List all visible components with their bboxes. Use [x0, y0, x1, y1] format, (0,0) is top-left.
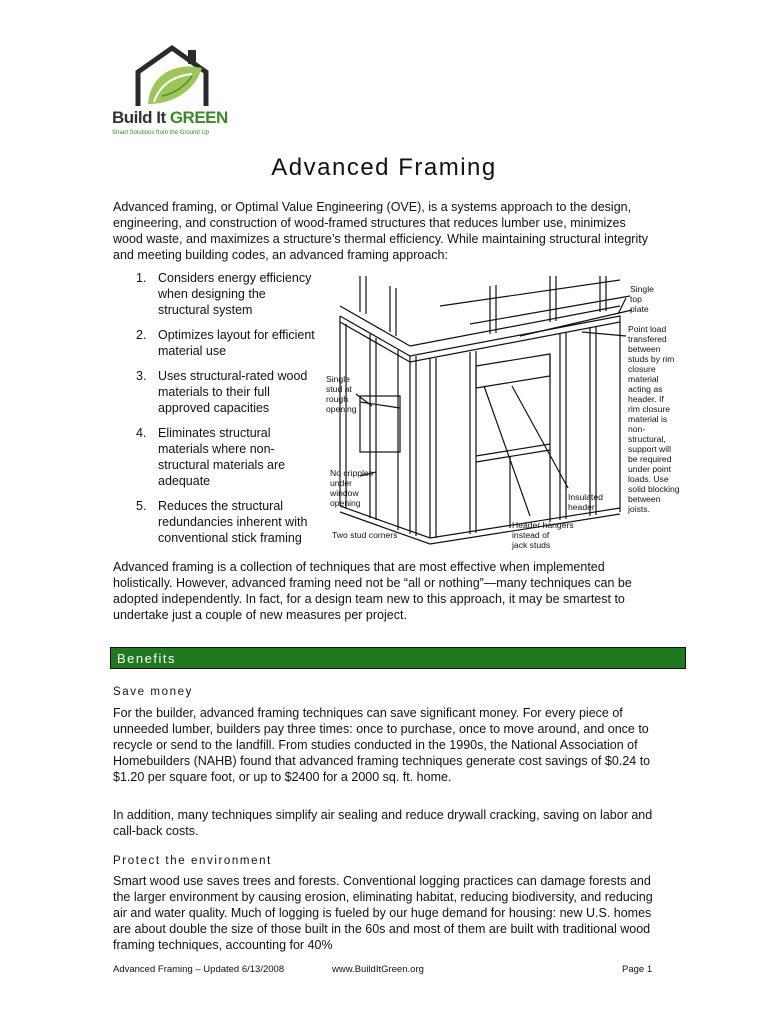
- benefits-banner: [110, 647, 686, 669]
- page-title: Advanced Framing: [271, 154, 497, 181]
- approach-list-item: [120, 498, 320, 546]
- list-text: Considers energy efficiency when designing the structural system: [158, 271, 312, 317]
- intro-paragraph: Advanced framing, or Optimal Value Engineering (OVE), is a systems approach to the design, engineering, and construction of wood-framed structures that reduces lumber use, minimizes wood waste, and maximizes a structure’s thermal efficiency. While maintaining structural integrity and meeting building codes, an advanced framing approach:: [113, 200, 648, 262]
- approach-list-item: [120, 270, 320, 318]
- list-text: Optimizes layout for efficient material use: [158, 328, 315, 358]
- framing-diagram: [320, 276, 690, 556]
- footer-left: Advanced Framing – Updated 6/13/2008: [113, 964, 285, 975]
- save-money-paragraph: For the builder, advanced framing techniques can save significant money. For every piece of unneeded lumber, builders pay three times: once to purchase, once to move around, and once to recycle or send to the landfill. From studies conducted in the 1990s, the National Association of Homebuilders (NAHB) found that advanced framing techniques generate cost savings of $0.24 to $1.20 per square foot, or up to $2400 for a 2000 sq. ft. home.: [113, 706, 651, 784]
- approach-list: [120, 270, 320, 555]
- label-insulated-header: Insulated header: [568, 492, 603, 512]
- brand-tagline: Smart Solutions from the Ground Up: [112, 130, 210, 136]
- label-no-cripples: No cripples under window opening: [330, 468, 373, 508]
- save-money-heading: Save money: [113, 686, 193, 698]
- approach-list-item: [120, 425, 320, 489]
- list-text: Eliminates structural materials where non-structural materials are adequate: [158, 426, 286, 488]
- approach-list-item: [120, 368, 320, 416]
- label-single-stud: Single stud at rough opening: [326, 374, 357, 414]
- collection-paragraph: Advanced framing is a collection of techniques that are most effective when implemented holistically. However, advanced framing need not be “all or nothing”—many techniques can be adopted independently. In fact, for a design team new to this approach, it may be smartest to undertake just a couple of new measures per project.: [113, 560, 632, 622]
- list-number: 3.: [136, 369, 147, 383]
- list-number: 1.: [136, 271, 147, 285]
- label-two-stud-corners: Two stud corners: [332, 530, 398, 540]
- benefits-heading: Benefits: [117, 651, 176, 666]
- label-point-load: Point load transfered between studs by rim closure material acting as header. If rim closure material is non- structural, support will be required under point loads. Use solid blocking between joists.: [628, 324, 680, 514]
- list-number: 4.: [136, 426, 147, 440]
- list-text: Reduces the structural redundancies inherent with conventional stick framing: [158, 499, 308, 545]
- house-leaf-icon: [132, 44, 220, 108]
- protect-environment-paragraph: Smart wood use saves trees and forests. Conventional logging practices can damage forests and the larger environment by causing erosion, eliminating habitat, reducing biodiversity, and reducing air and water quality. Much of logging is fueled by our huge demand for housing: new U.S. homes are about double the size of those built in the 60s and most of them are built with traditional wood framing techniques, accounting for 40%: [113, 874, 653, 952]
- label-single-top-plate: Single top plate: [630, 284, 654, 314]
- label-header-hangers: Header hangers instead of jack studs: [512, 520, 574, 550]
- build-it-green-logo: [112, 44, 252, 144]
- air-sealing-paragraph: In addition, many techniques simplify air sealing and reduce drywall cracking, saving on labor and call-back costs.: [113, 808, 653, 838]
- footer-website[interactable]: www.BuildItGreen.org: [332, 964, 424, 975]
- footer-page-number: Page 1: [622, 964, 653, 975]
- brand-name: Build It GREEN: [112, 108, 228, 127]
- list-number: 2.: [136, 328, 147, 342]
- approach-list-item: [120, 327, 320, 359]
- protect-environment-heading: Protect the environment: [113, 855, 272, 867]
- list-text: Uses structural-rated wood materials to their full approved capacities: [158, 369, 308, 415]
- list-number: 5.: [136, 499, 147, 513]
